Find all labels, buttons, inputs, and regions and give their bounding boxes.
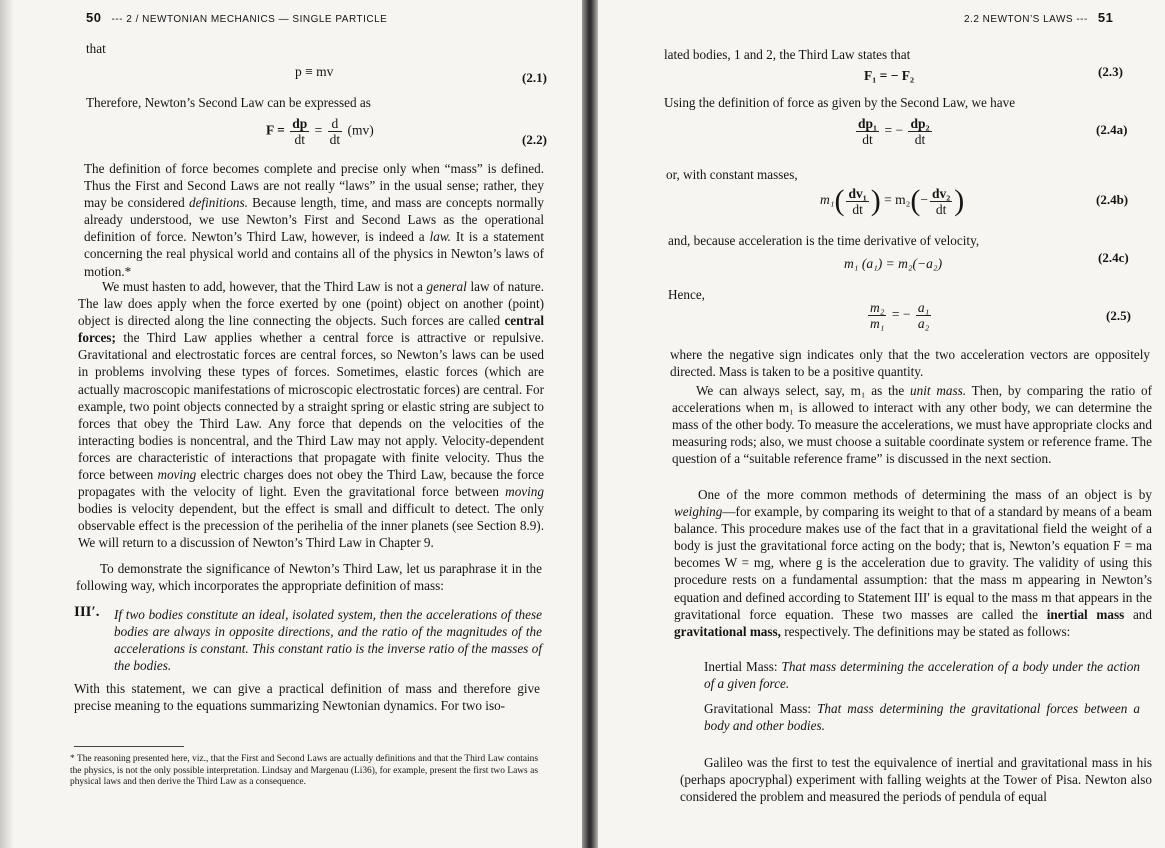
equation-2-5-label: (2.5)	[1106, 308, 1131, 323]
eq-2-4b-paren-close-2: )	[954, 184, 965, 217]
equation-2-3-label: (2.3)	[1098, 64, 1123, 79]
right-page-number: 51	[1097, 10, 1114, 25]
para2-text-e: bodies is velocity dependent, but the effect is small and difficult to detect. The only observable effect is the precession of the perihelia of the inner planets (see Section 8.9). We will return to a discussion of Newton’s Third Law in Chapter 9.	[78, 501, 544, 551]
eq-2-4b-paren-open-2: (	[910, 184, 921, 217]
definition-inertial-mass-term: Inertial Mass:	[704, 659, 778, 674]
eq-2-4a-f2-den: dt	[914, 132, 926, 147]
para2-emphasis-moving-2: moving	[505, 484, 544, 500]
para2-text-b: law of nature. The law does apply when the force exerted by one (point) object on another (point) object is directed along the line connecting the objects. Such forces are called	[78, 279, 544, 329]
statement-third-law-paraphrase: If two bodies constitute an ideal, isolated system, then the accelerations of these bodies are always in opposite directions, and the ratio of the magnitudes of the accelerations is constant. This constant ratio is the inverse ratio of the masses of the bodies.	[114, 607, 542, 674]
paragraph-weighing	[674, 486, 1152, 640]
statement-label: III′.	[74, 604, 100, 620]
right-para3-text-a: One of the more common methods of determining the mass of an object is by	[698, 487, 1152, 502]
equation-2-1: p ≡ mv	[295, 64, 334, 79]
equation-2-4a	[854, 116, 934, 147]
right-running-head-text: 2.2 NEWTON’S LAWS ---	[964, 14, 1088, 25]
eq-2-2-lhs: F =	[266, 122, 285, 138]
opening-word: that	[86, 41, 106, 56]
para1-text-b: Because length, time, and mass are concepts normally already understood, we use Newton’s First and Second Laws as the operational definition of force. Newton’s Third Law, however, is indeed a	[84, 195, 544, 245]
equation-2-3: F₁ = − F₂	[864, 68, 915, 83]
eq-2-4b-f1-num: dv₁	[848, 185, 867, 201]
para1-text-a: The definition of force becomes complete and precise only when “mass” is defined. Thus the First and Second Laws are not really “laws” in the usual sense; rather, they may be considered	[84, 161, 544, 211]
right-line-lated-bodies: lated bodies, 1 and 2, the Third Law states that	[664, 47, 911, 62]
equation-2-2	[266, 116, 374, 147]
eq-2-2-mid: =	[314, 122, 323, 138]
eq-2-4b-paren-close-1: )	[870, 184, 881, 217]
equation-2-2-label: (2.2)	[522, 132, 547, 147]
paragraph-galileo: Galileo was the first to test the equivalence of inertial and gravitational mass in his (perhaps apocryphal) experiment with falling weights at the Tower of Pisa. Newton also considered the problem and measured the periods of pendula of equal	[680, 755, 1152, 805]
footnote: * The reasoning presented here, viz., that the First and Second Laws are actually definitions and that the Third Law contains the physics, is not the only possible interpretation. Lindsay and Margenau (Li36), for example, present the first two Laws as physical laws and then derive the Third Law as a consequence.	[70, 754, 538, 787]
eq-2-4b-paren-open-1: (	[834, 184, 845, 217]
eq-2-4b-f2-den: dt	[935, 201, 947, 217]
eq-2-4b-m1: m₁	[820, 192, 835, 208]
page-edge-shadow	[0, 0, 14, 848]
left-page-number: 50	[86, 10, 102, 25]
eq-2-4b-f1-den: dt	[852, 201, 863, 217]
eq-2-4b-frac-2	[930, 186, 952, 217]
eq-2-5-mid: = −	[891, 306, 911, 322]
paragraph-unit-mass	[672, 382, 1152, 467]
right-para3-bold-inertial-mass: inertial mass	[1046, 606, 1125, 622]
definition-gravitational-mass-text: That mass determining the gravitational forces between a body and other bodies.	[704, 701, 1140, 734]
eq-2-5-f1-num: m₂	[870, 300, 885, 315]
eq-2-2-f2-den: dt	[329, 132, 341, 147]
right-para2-text-b: Then, by comparing the ratio of accelerations when m₁ is allowed to interact with any other body, we can determine the mass of the other body. To measure the accelerations, we must have appropriate clocks and measuring rods; also, we must choose a suitable coordinate system or reference frame. The question of a “suitable reference frame” is discussed in the next section.	[672, 383, 1153, 467]
para2-emphasis-general: general	[426, 279, 467, 294]
paragraph-third-law-central-forces	[78, 278, 544, 552]
eq-2-2-f2-num: d	[328, 116, 343, 132]
eq-2-2-tail: (mv)	[347, 122, 374, 138]
right-para2-text-a: We can always select, say, m₁ as the	[696, 383, 911, 398]
equation-2-4b	[820, 184, 964, 218]
para1-text-c: It is a statement concerning the real physical world and contains all of the physics in Newton’s laws of motion.*	[84, 229, 545, 279]
para2-text-c: the Third Law applies whether a central force is attractive or repulsive. Gravitational and electrostatic forces are central forces, so Newton’s laws can be used in problems involving these types of forces. Sometimes, elastic forces (which are actually macroscopic manifestations of microscopic electrostatic forces) are central. For example, two point objects connected by a straight spring or elastic string are subject to forces that obey the Third Law. Any force that depends on the velocities of the interacting bodies is noncentral, and the Third Law may not apply. Velocity-dependent forces are characteristic of interactions that propagate with finite velocity. Thus the force between	[78, 330, 544, 483]
footnote-divider	[74, 746, 184, 747]
para1-emphasis-law: law.	[429, 229, 451, 245]
para2-text-a: We must hasten to add, however, that the Third Law is not a	[102, 279, 427, 294]
right-line-hence: Hence,	[668, 287, 705, 302]
para2-emphasis-moving-1: moving	[157, 467, 197, 483]
definition-inertial-mass-text: That mass determining the acceleration of a body under the action of a given force.	[704, 659, 1140, 692]
eq-2-2-f1-den: dt	[294, 132, 305, 147]
eq-2-4a-f1-num: dp₁	[858, 116, 878, 131]
eq-2-5-frac-2	[916, 300, 931, 331]
right-page	[598, 0, 1165, 848]
right-para3-emphasis-weighing: weighing	[674, 504, 723, 520]
therefore-text: Therefore, Newton’s Second Law can be expressed as	[86, 95, 371, 110]
definition-gravitational-mass-term: Gravitational Mass:	[704, 701, 812, 716]
eq-2-2-f1-num: dp	[292, 116, 308, 131]
eq-2-5-f1-den: m₁	[870, 316, 885, 331]
equation-2-5	[866, 300, 933, 331]
paragraph-negative-sign: where the negative sign indicates only that the two acceleration vectors are oppositely directed. Mass is taken to be a positive quantity.	[670, 347, 1150, 380]
eq-2-4b-mid: = m₂	[884, 192, 911, 208]
left-running-head-text: --- 2 / NEWTONIAN MECHANICS — SINGLE PARTICLE	[111, 14, 388, 25]
right-running-head	[964, 10, 1113, 25]
equation-2-1-label: (2.1)	[522, 70, 547, 85]
right-line-acceleration-derivative: and, because acceleration is the time derivative of velocity,	[668, 233, 980, 248]
para1-emphasis-definitions: definitions.	[188, 195, 248, 211]
equation-2-4c: m₁ (a₁) = m₂(−a₂)	[844, 256, 943, 271]
right-line-using-definition: Using the definition of force as given by the Second Law, we have	[664, 95, 1016, 110]
eq-2-5-f2-num: a₁	[917, 300, 930, 315]
eq-2-5-f2-den: a₂	[917, 316, 930, 331]
right-line-constant-masses: or, with constant masses,	[666, 167, 798, 182]
right-para3-bold-gravitational-mass: gravitational mass,	[674, 623, 781, 639]
eq-2-4a-mid: = −	[884, 122, 904, 138]
eq-2-4b-frac-1	[846, 186, 868, 217]
right-para3-text-b: —for example, by comparing its weight to that of a standard by means of a beam balance. This procedure makes use of the fact that in a gravitational field the weight of a body is just the gravitational force acting on the body; that is, Newton’s equation F = ma becomes W = mg, where g is the acceleration due to gravity. The validity of using this procedure rests on a fundamental assumption: that the mass m appearing in Newton’s equation and defined according to Statement III′ is equal to the mass m that appears in the gravitational force equation. These two masses are called the	[674, 504, 1152, 622]
equation-2-4a-label: (2.4a)	[1096, 122, 1128, 137]
book-gutter	[582, 0, 598, 848]
equation-2-4c-label: (2.4c)	[1098, 250, 1129, 265]
eq-2-4a-f1-den: dt	[862, 132, 873, 147]
paragraph-practical-definition: With this statement, we can give a practical definition of mass and therefore give precise meaning to the equations summarizing Newtonian dynamics. For two iso-	[74, 681, 540, 714]
eq-2-4b-minus: −	[920, 192, 928, 208]
para2-bold-central-forces: central forces;	[78, 313, 544, 346]
equation-2-4b-label: (2.4b)	[1096, 192, 1129, 207]
paragraph-paraphrase-intro: To demonstrate the significance of Newton’s Third Law, let us paraphrase it in the following way, which incorporates the appropriate definition of mass:	[76, 561, 542, 594]
eq-2-4a-f2-num: dp₂	[910, 116, 930, 131]
eq-2-4a-frac-1	[856, 116, 879, 147]
left-running-head	[86, 10, 387, 25]
eq-2-2-frac-2	[328, 116, 343, 147]
eq-2-4b-f2-num: dv₂	[931, 185, 951, 201]
para2-text-d: electric charges does not obey the Third Law, because the force propagates with the velocity of light. Even the gravitational force between	[78, 467, 544, 500]
eq-2-2-frac-1	[290, 116, 309, 147]
right-para3-text-c: and	[1124, 606, 1152, 622]
paragraph-definition-of-force	[84, 160, 544, 280]
eq-2-5-frac-1	[868, 300, 886, 331]
right-para3-text-d: respectively. The definitions may be stated as follows:	[780, 623, 1071, 639]
eq-2-4a-frac-2	[908, 116, 931, 147]
right-para2-emphasis-unit-mass: unit mass.	[910, 383, 967, 398]
left-page	[0, 0, 582, 848]
definition-inertial-mass	[704, 658, 1140, 692]
definition-gravitational-mass	[704, 700, 1140, 734]
